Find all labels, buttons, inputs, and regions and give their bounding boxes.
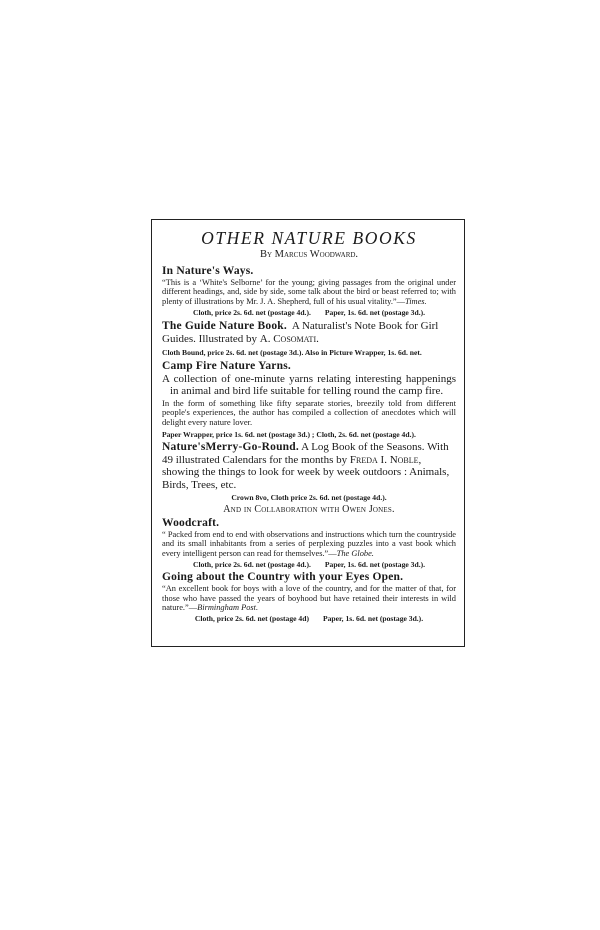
book-title: Nature'sMerry-Go-Round. <box>162 440 299 453</box>
desc-text: A Log Book of the Seasons. With 49 illustrated Calendars for the months by <box>162 440 449 466</box>
quote-text: “This is a ‘White's Selborne’ for the young; giving passages from the original under different headings, and, side by side, some talk about the bird or beast referred to; with plenty of illustrations by Mr. J. A. Shepherd, full of his usual vitality.”— <box>162 278 456 306</box>
review-quote <box>162 530 456 558</box>
review-quote <box>162 278 456 306</box>
book-title: Camp Fire Nature Yarns. <box>162 359 291 372</box>
book-title: The Guide Nature Book. <box>162 320 287 333</box>
price-line <box>162 307 456 318</box>
review-quote <box>162 584 456 612</box>
price-cloth: Cloth, price 2s. 6d. net (postage 4d) <box>194 614 309 624</box>
advertisement-frame <box>151 219 465 647</box>
illustrator-name: A. Cosomati. <box>259 333 319 346</box>
book-entry-going-about <box>162 570 456 624</box>
book-title: In Nature's Ways. <box>162 265 254 277</box>
desc-text-rest: showing the things to look for week by week outdoors : Animals, Birds, Trees, etc. <box>162 466 450 491</box>
illustrator-name: Freda I. Noble, <box>349 453 422 466</box>
price-line: Paper Wrapper, price 1s. 6d. net (postage 3d.) ; Cloth, 2s. 6d. net (postage 4d.). <box>162 429 416 439</box>
desc-text: A Naturalist's Note Book for Girl Guides. Illustrated by <box>162 320 439 346</box>
book-entry-merry-go-round <box>162 440 456 504</box>
quote-source: The Globe. <box>336 548 374 558</box>
price-paper: Paper, 1s. 6d. net (postage 3d.). <box>324 308 426 318</box>
book-description: A collection of one-minute yarns relating interesting happenings in animal and bird life suitable for telling round the camp fire. <box>162 372 456 398</box>
price-line: Crown 8vo, Cloth price 2s. 6d. net (postage 4d.). <box>231 493 387 502</box>
quote-source: Birmingham Post. <box>197 603 259 613</box>
price-paper: Paper, 1s. 6d. net (postage 3d.). <box>324 560 426 570</box>
price-line: Cloth Bound, price 2s. 6d. net (postage 3d.). Also in Picture Wrapper, 1s. 6d. net. <box>162 347 422 357</box>
book-description <box>162 319 456 346</box>
book-blurb: In the form of something like fifty separate stories, breezily told from different people's experiences, the author has compiled a collection of anecdotes which will delight every nature lover. <box>162 397 456 427</box>
quote-source: Times. <box>405 296 427 306</box>
author-byline: By Marcus Woodward. <box>259 249 359 260</box>
price-cloth: Cloth, price 2s. 6d. net (postage 4d.). <box>192 308 311 318</box>
book-description <box>162 440 456 492</box>
price-line <box>162 613 456 624</box>
book-title: Going about the Country with your Eyes Open. <box>162 571 404 584</box>
price-cloth: Cloth, price 2s. 6d. net (postage 4d.). <box>192 560 311 570</box>
book-title: Woodcraft. <box>162 517 220 529</box>
collaboration-heading: And in Collaboration with Owen Jones. <box>223 504 395 515</box>
book-entry-natures-ways <box>162 264 456 318</box>
book-entry-woodcraft <box>162 516 456 570</box>
price-paper: Paper, 1s. 6d. net (postage 3d.). <box>322 614 424 624</box>
ad-title: OTHER NATURE BOOKS <box>201 228 417 248</box>
quote-text: “An excellent book for boys with a love of the country, and for the matter of that, for those who have passed the years of boyhood but have retained their interests in wild nature.”— <box>162 584 456 613</box>
book-entry-camp-fire <box>162 359 456 440</box>
quote-text: “ Packed from end to end with observations and instructions which turn the countryside and its small inhabitants from a series of perplexing puzzles into a vast book which every intelligent person can read for themselves.”— <box>162 530 456 558</box>
price-line <box>162 559 456 570</box>
book-entry-guide-nature-book <box>162 319 456 358</box>
